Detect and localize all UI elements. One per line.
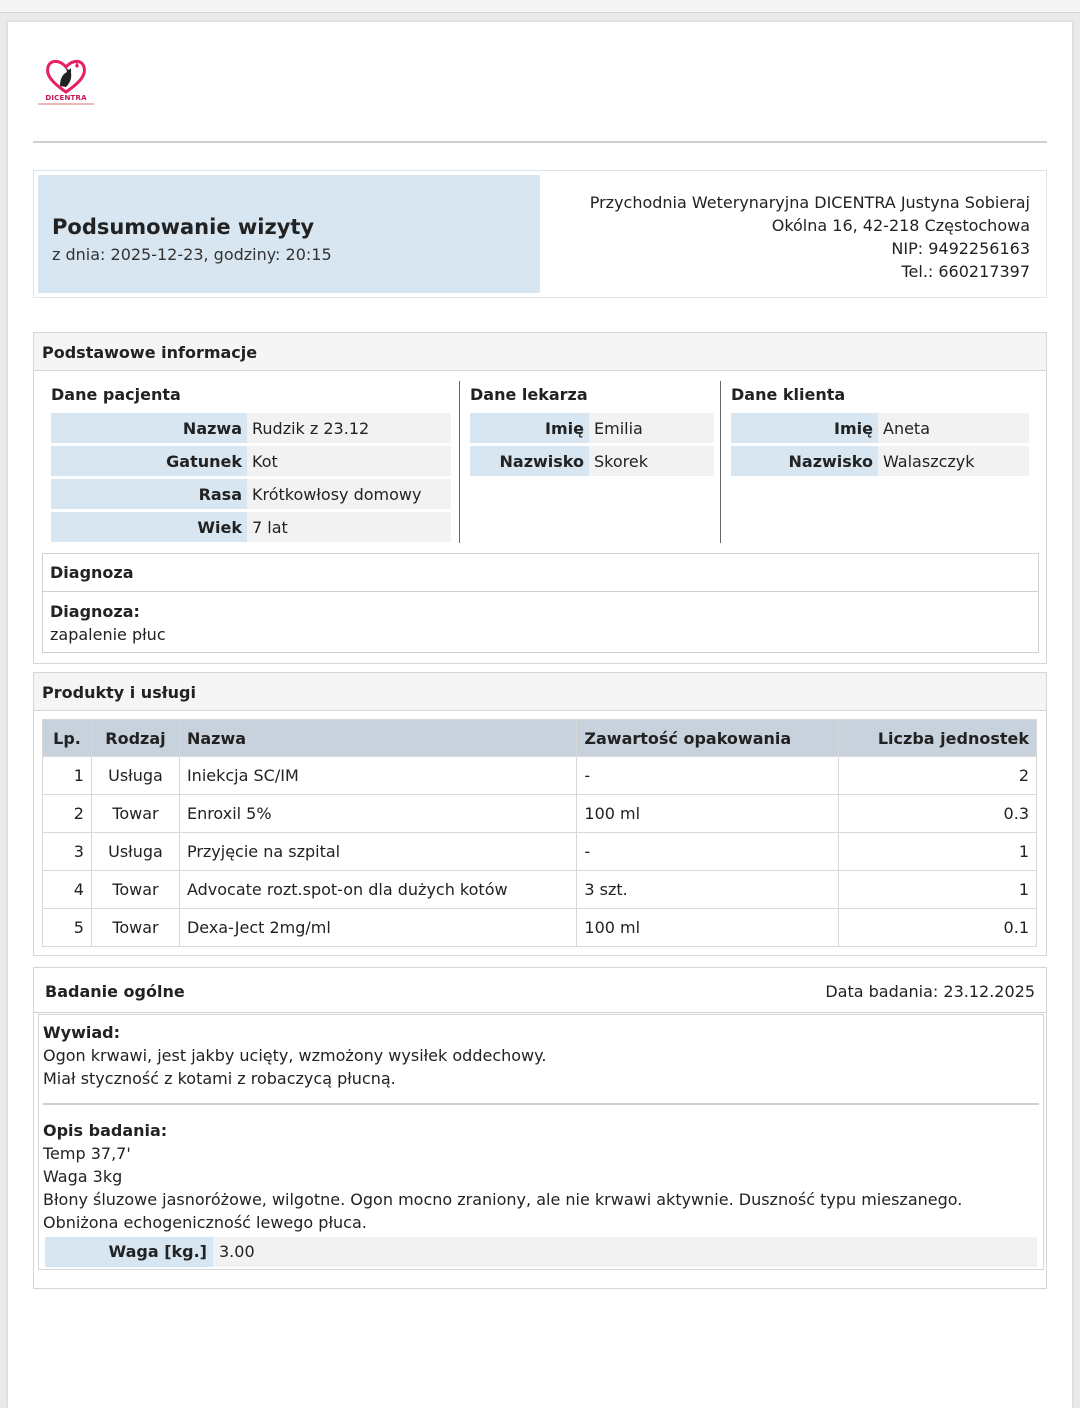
- exam-header: [34, 968, 1046, 1013]
- cell-package: 100 ml: [577, 795, 839, 833]
- clinic-name: Przychodnia Weterynaryjna DICENTRA Justyna Sobieraj: [589, 193, 1030, 212]
- diagnosis-label: Diagnoza:: [50, 602, 140, 621]
- cell-package: 3 szt.: [577, 871, 839, 909]
- cell-units: 1: [839, 871, 1037, 909]
- doctor-row-lastname: [470, 446, 714, 476]
- client-firstname-value: Aneta: [878, 413, 1029, 443]
- summary-title-block: [38, 175, 540, 293]
- patient-age-label: Wiek: [51, 512, 247, 542]
- diagnosis-value: zapalenie płuc: [50, 625, 166, 644]
- table-row: [43, 757, 1037, 795]
- patient-name-value: Rudzik z 23.12: [247, 413, 451, 443]
- cell-type: Towar: [91, 871, 179, 909]
- cell-lp: 3: [43, 833, 92, 871]
- column-divider: [459, 381, 460, 543]
- cell-package: 100 ml: [577, 909, 839, 947]
- patient-age-value: 7 lat: [247, 512, 451, 542]
- cell-lp: 1: [43, 757, 92, 795]
- clinic-address: [590, 191, 1030, 283]
- section-divider: [43, 1103, 1039, 1105]
- products-table: [42, 719, 1037, 947]
- cell-type: Towar: [91, 795, 179, 833]
- exam-description-line: Temp 37,7': [43, 1144, 131, 1163]
- cell-name: Enroxil 5%: [179, 795, 576, 833]
- exam-date: Data badania: 23.12.2025: [825, 982, 1035, 1001]
- interview-title: Wywiad:: [43, 1023, 120, 1042]
- weight-value: 3.00: [219, 1242, 255, 1261]
- products-panel: [33, 672, 1047, 956]
- cell-type: Usługa: [91, 833, 179, 871]
- table-row: [43, 871, 1037, 909]
- client-firstname-label: Imię: [731, 413, 878, 443]
- cell-type: Towar: [91, 909, 179, 947]
- header-divider: [33, 141, 1047, 143]
- doctor-lastname-label: Nazwisko: [470, 446, 589, 476]
- patient-row-age: [51, 512, 451, 542]
- exam-description-title: Opis badania:: [43, 1121, 168, 1140]
- diagnosis-heading: Diagnoza: [43, 554, 1038, 592]
- exam-description-line: Obniżona echogeniczność lewego płuca.: [43, 1213, 367, 1232]
- exam-description-line: Błony śluzowe jasnoróżowe, wilgotne. Ogon mocno zraniony, ale nie krwawi aktywnie. Duszność typu mieszanego.: [43, 1190, 963, 1209]
- table-row: [43, 795, 1037, 833]
- doctor-row-firstname: [470, 413, 714, 443]
- cell-type: Usługa: [91, 757, 179, 795]
- clinic-phone: Tel.: 660217397: [901, 262, 1030, 281]
- clinic-nip: NIP: 9492256163: [891, 239, 1030, 258]
- col-header-type: Rodzaj: [91, 720, 179, 757]
- logo-brand-text: DICENTRA: [45, 94, 87, 102]
- patient-data-table: [51, 410, 451, 545]
- summary-header: [33, 170, 1047, 298]
- cell-units: 1: [839, 833, 1037, 871]
- cell-lp: 4: [43, 871, 92, 909]
- exam-body: [38, 1014, 1044, 1270]
- client-data-title: Dane klienta: [731, 385, 846, 404]
- client-lastname-label: Nazwisko: [731, 446, 878, 476]
- weight-label: Waga [kg.]: [45, 1237, 213, 1267]
- patient-row-name: [51, 413, 451, 443]
- col-header-lp: Lp.: [43, 720, 92, 757]
- patient-row-species: [51, 446, 451, 476]
- products-heading: Produkty i usługi: [34, 673, 1046, 711]
- column-divider: [720, 381, 721, 543]
- col-header-package: Zawartość opakowania: [577, 720, 839, 757]
- doctor-firstname-label: Imię: [470, 413, 589, 443]
- patient-breed-value: Krótkowłosy domowy: [247, 479, 451, 509]
- cell-name: Iniekcja SC/IM: [179, 757, 576, 795]
- cell-units: 0.3: [839, 795, 1037, 833]
- cell-lp: 2: [43, 795, 92, 833]
- interview-line: Ogon krwawi, jest jakby ucięty, wzmożony wysiłek oddechowy.: [43, 1046, 547, 1065]
- exam-heading: Badanie ogólne: [45, 982, 185, 1001]
- table-row: [43, 909, 1037, 947]
- page-title: Podsumowanie wizyty: [52, 215, 315, 239]
- window-top-strip: [0, 0, 1080, 13]
- doctor-data-title: Dane lekarza: [470, 385, 588, 404]
- client-row-lastname: [731, 446, 1029, 476]
- patient-data-title: Dane pacjenta: [51, 385, 181, 404]
- cell-lp: 5: [43, 909, 92, 947]
- visit-date: z dnia: 2025-12-23, godziny: 20:15: [52, 245, 332, 264]
- table-row: [43, 833, 1037, 871]
- col-header-units: Liczba jednostek: [839, 720, 1037, 757]
- general-exam-panel: [33, 967, 1047, 1289]
- cell-name: Przyjęcie na szpital: [179, 833, 576, 871]
- products-header-row: [43, 720, 1037, 757]
- cell-units: 0.1: [839, 909, 1037, 947]
- cell-units: 2: [839, 757, 1037, 795]
- patient-row-breed: [51, 479, 451, 509]
- client-row-firstname: [731, 413, 1029, 443]
- client-data-table: [731, 410, 1029, 479]
- diagnosis-box: [42, 553, 1039, 653]
- patient-breed-label: Rasa: [51, 479, 247, 509]
- patient-species-label: Gatunek: [51, 446, 247, 476]
- heart-cat-icon: [40, 56, 92, 96]
- doctor-firstname-value: Emilia: [589, 413, 714, 443]
- clinic-street: Okólna 16, 42-218 Częstochowa: [771, 216, 1030, 235]
- cell-package: -: [577, 833, 839, 871]
- patient-species-value: Kot: [247, 446, 451, 476]
- weight-row: [45, 1237, 1037, 1267]
- col-header-name: Nazwa: [179, 720, 576, 757]
- exam-description-line: Waga 3kg: [43, 1167, 123, 1186]
- cell-package: -: [577, 757, 839, 795]
- cell-name: Dexa-Ject 2mg/ml: [179, 909, 576, 947]
- basic-info-heading: Podstawowe informacje: [34, 333, 1046, 371]
- doctor-lastname-value: Skorek: [589, 446, 714, 476]
- cell-name: Advocate rozt.spot-on dla dużych kotów: [179, 871, 576, 909]
- patient-name-label: Nazwa: [51, 413, 247, 443]
- interview-line: Miał styczność z kotami z robaczycą płucną.: [43, 1069, 396, 1088]
- client-lastname-value: Walaszczyk: [878, 446, 1029, 476]
- basic-info-panel: [33, 332, 1047, 664]
- doctor-data-table: [470, 410, 714, 479]
- logo-tagline-line: [38, 103, 94, 105]
